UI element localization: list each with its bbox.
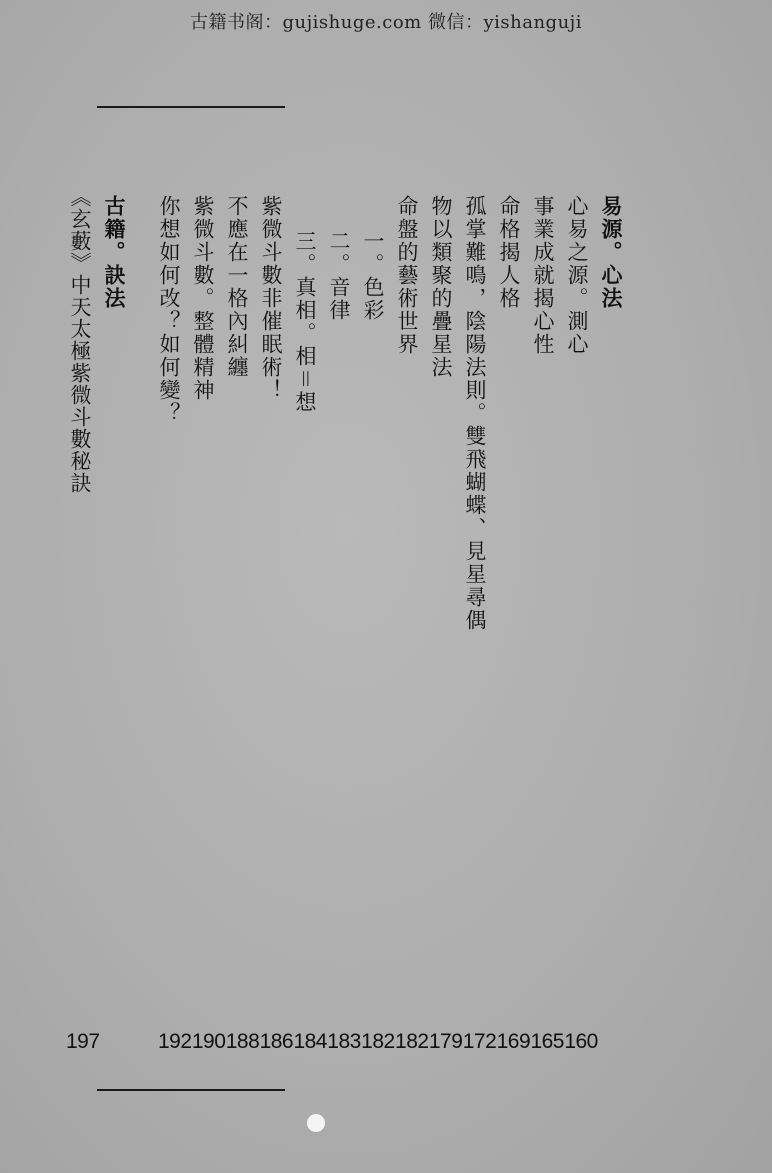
section-heading-guji: 古籍。訣法	[102, 195, 126, 310]
page-number-gujijuefa: 197	[66, 1030, 100, 1053]
toc-subentry: 三。真相。相＝想	[293, 230, 317, 414]
toc-entry: 物以類聚的疊星法	[429, 195, 453, 379]
toc-entry: 你想如何改？如何變？	[157, 195, 181, 425]
toc-subentry: 一。色彩	[361, 230, 385, 322]
page-number: 169	[496, 1030, 531, 1053]
page-number: 165	[530, 1030, 564, 1053]
toc-entry: 《玄藪》中天太極紫微斗數秘訣	[68, 186, 92, 494]
watermark: 古籍书阁：gujishuge.com 微信：yishanguji	[189, 12, 582, 33]
toc-entry: 心易之源。測心	[565, 195, 589, 356]
page-number: 186	[259, 1030, 294, 1053]
toc-entry: 事業成就揭心性	[531, 195, 555, 356]
punch-hole	[307, 1114, 325, 1132]
toc-entry: 紫微斗數非催眠術！	[259, 195, 283, 402]
toc-entry: 命格揭人格	[497, 195, 521, 310]
section-heading-yiyuan: 易源。心法	[599, 195, 623, 310]
page-number: 182	[395, 1030, 429, 1053]
toc-entry: 命盤的藝術世界	[395, 195, 419, 356]
page-number: 172	[462, 1030, 497, 1053]
page-number: 184	[293, 1030, 327, 1053]
page-number: 192	[158, 1030, 192, 1053]
page-number: 182	[361, 1030, 395, 1053]
toc-entry: 孤掌難鳴，陰陽法則。雙飛蝴蝶、見星尋偶	[463, 195, 487, 632]
page-number: 188	[225, 1030, 260, 1053]
bottom-rule	[97, 1089, 285, 1091]
page-number-row	[158, 1030, 598, 1054]
page-number: 179	[428, 1030, 463, 1053]
page-number: 160	[564, 1030, 598, 1053]
toc-entry: 不應在一格內糾纏	[225, 195, 249, 379]
page-number: 183	[327, 1030, 361, 1053]
top-rule	[97, 106, 285, 108]
toc-subentry: 二。音律	[327, 230, 351, 322]
page-number: 190	[191, 1030, 226, 1053]
toc-entry: 紫微斗數。整體精神	[191, 195, 215, 402]
